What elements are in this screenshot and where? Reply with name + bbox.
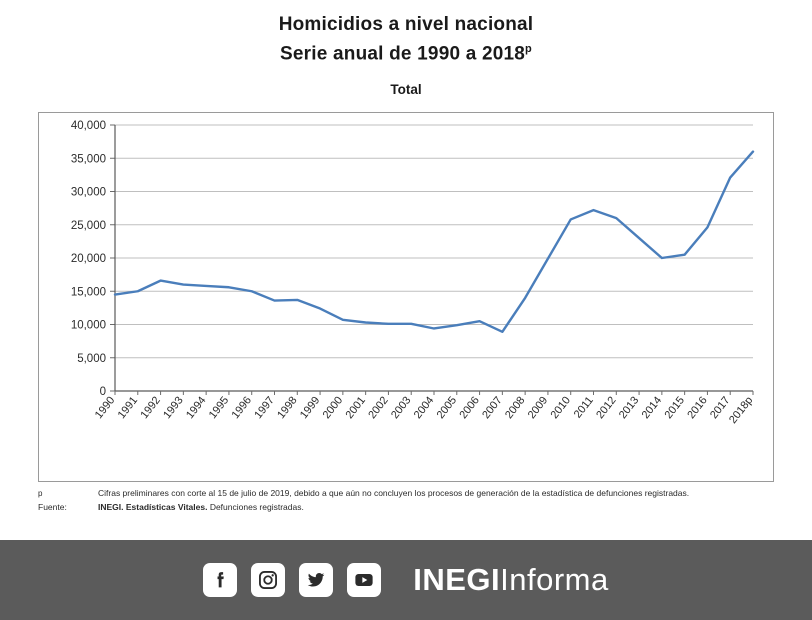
y-axis-label: 35,000	[70, 153, 106, 166]
y-axis-label: 15,000	[70, 286, 106, 299]
x-axis-label: 2012	[594, 394, 619, 422]
page-title-line-2	[0, 37, 812, 66]
y-axis-label: 5,000	[77, 352, 106, 365]
y-axis-label: 0	[99, 386, 106, 398]
footer-bar	[0, 540, 812, 620]
line-chart	[39, 113, 775, 483]
footnote-source	[38, 502, 778, 513]
instagram-icon[interactable]	[251, 563, 285, 597]
x-axis-label: 2003	[389, 394, 414, 422]
footnote-preliminary-key: p	[38, 489, 43, 498]
footnote-preliminary	[38, 488, 778, 499]
page-title-line-1: Homicidios a nivel nacional	[278, 14, 534, 35]
x-axis-label: 2015	[662, 394, 688, 422]
youtube-icon[interactable]	[347, 563, 381, 597]
x-axis-label: 2005	[434, 394, 460, 422]
x-axis-label: 2018p	[727, 394, 756, 426]
chart-plot-area	[39, 113, 775, 483]
x-axis-label: 1992	[138, 394, 163, 422]
x-axis-label: 1993	[161, 394, 186, 422]
page-title-superscript: p	[525, 43, 532, 55]
x-axis-label: 2007	[480, 394, 505, 422]
y-axis-label: 25,000	[70, 219, 106, 232]
twitter-icon[interactable]	[299, 563, 333, 597]
x-axis-label: 2014	[639, 394, 665, 422]
chart-frame	[38, 112, 774, 482]
x-axis-label: 1997	[252, 394, 277, 422]
x-axis-label: 2013	[616, 394, 642, 422]
y-axis-label: 20,000	[70, 253, 106, 265]
x-axis-label: 2000	[320, 394, 346, 422]
chart-subtitle: Total	[390, 82, 422, 98]
y-axis-label: 30,000	[70, 186, 106, 199]
x-axis-label: 1994	[183, 394, 209, 422]
series-line	[115, 152, 753, 332]
x-axis-label: 1996	[229, 394, 255, 422]
x-axis-label: 2017	[708, 394, 733, 422]
x-axis-label: 2006	[457, 394, 482, 422]
x-axis-label: 2001	[343, 394, 369, 422]
footnote-preliminary-text: Cifras preliminares con corte al 15 de julio de 2019, debido a que aún no concluyen los procesos de generación de la estadística de defunciones registradas.	[98, 488, 690, 498]
x-axis-label: 1999	[297, 394, 323, 422]
x-axis-label: 2009	[525, 394, 551, 422]
brand-logo	[413, 562, 609, 598]
x-axis-label: 2002	[366, 394, 391, 422]
x-axis-label: 1991	[115, 394, 141, 422]
x-axis-label: 2011	[571, 394, 596, 421]
x-axis-label: 2008	[502, 394, 528, 422]
footnote-source-key: Fuente:	[38, 502, 67, 512]
footnote-source-rest: Defunciones registradas.	[207, 502, 304, 512]
x-axis-label: 2016	[685, 394, 710, 422]
brand-bold: INEGI	[413, 562, 501, 597]
x-axis-label: 1995	[206, 394, 232, 422]
x-axis-label: 1998	[275, 394, 300, 422]
footnote-source-text	[98, 502, 778, 513]
y-axis-label: 40,000	[70, 120, 106, 132]
title-block	[0, 0, 812, 66]
x-axis-label: 2010	[548, 394, 574, 422]
brand-light: Informa	[500, 562, 609, 597]
facebook-icon[interactable]	[203, 563, 237, 597]
x-axis-label: 1990	[92, 394, 118, 422]
footnotes	[38, 488, 778, 516]
footnote-source-bold: INEGI. Estadísticas Vitales.	[98, 502, 208, 512]
x-axis-label: 2004	[411, 394, 437, 422]
page-title-line-2-text: Serie anual de 1990 a 2018	[280, 43, 526, 65]
y-axis-label: 10,000	[70, 319, 106, 332]
